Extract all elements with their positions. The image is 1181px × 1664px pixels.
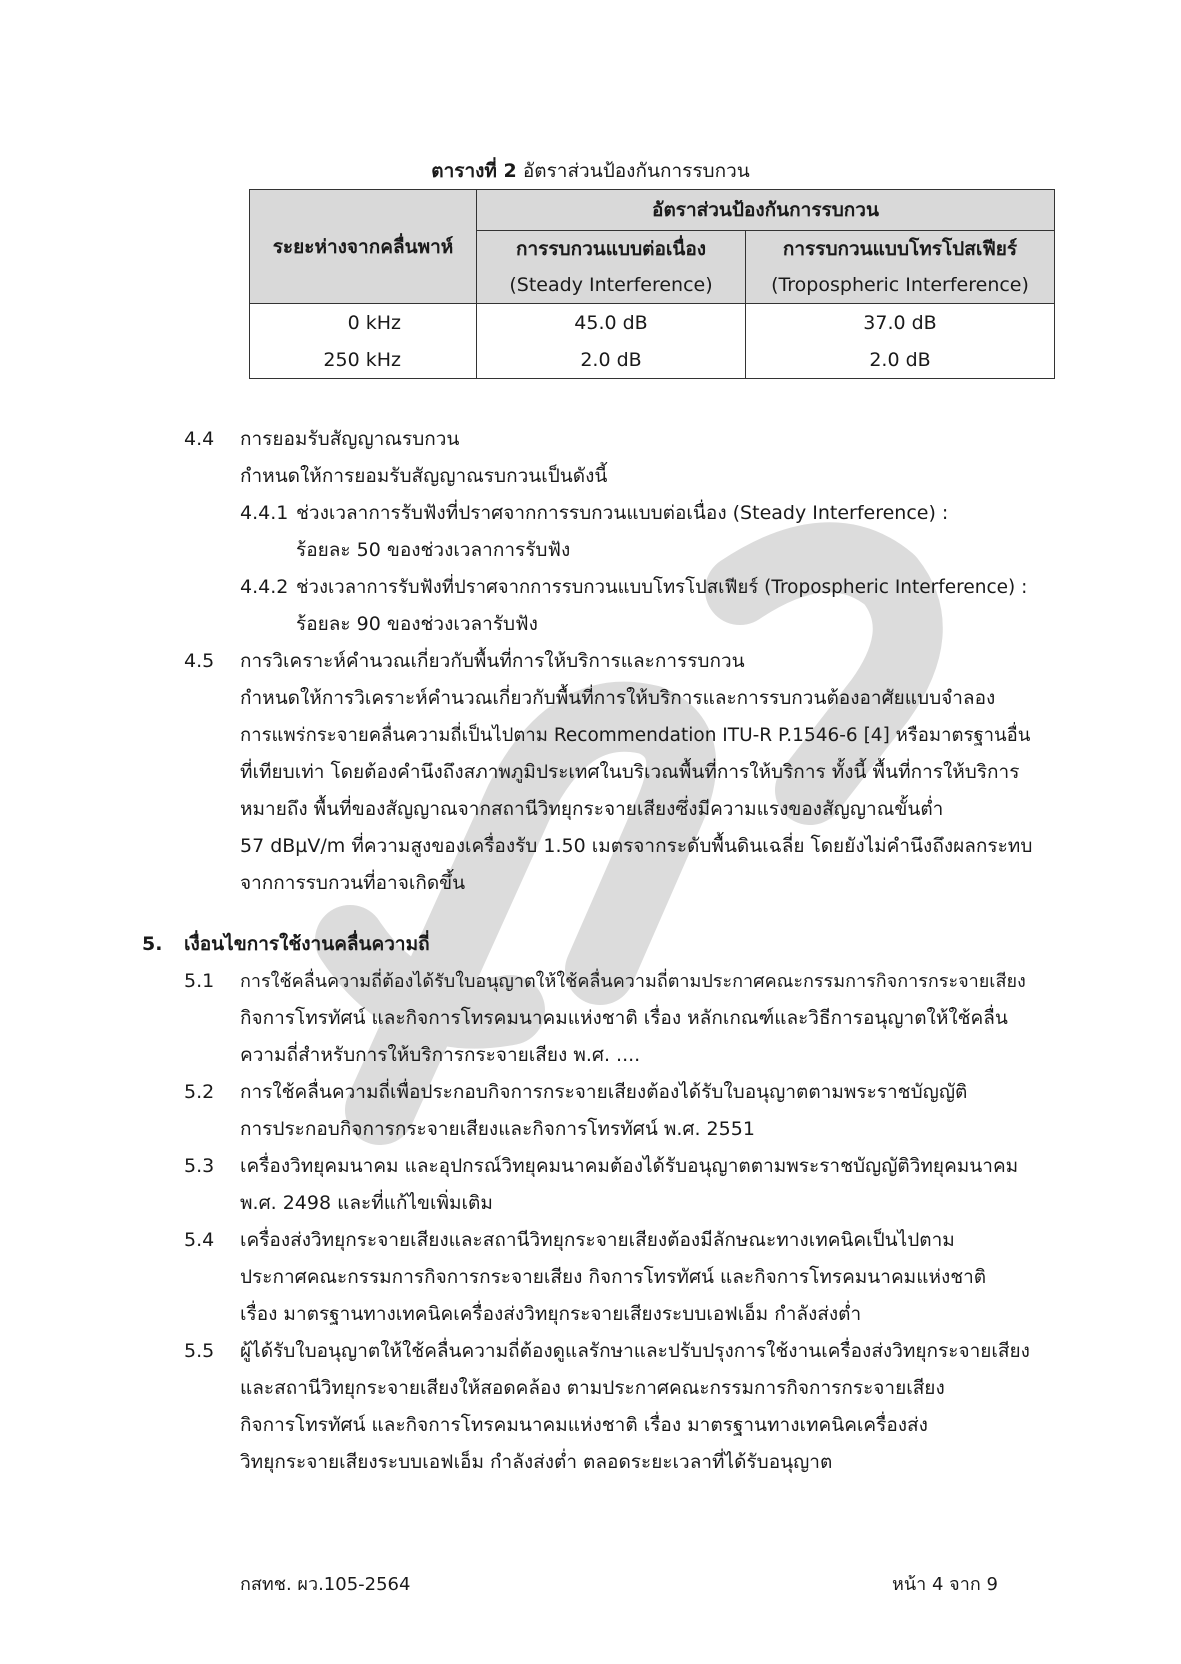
footer-page-number: หน้า 4 จาก 9 <box>892 1574 998 1595</box>
table-caption-label: ตารางที่ 2 <box>431 160 517 182</box>
header-steady-th: การรบกวนแบบต่อเนื่อง <box>477 231 746 268</box>
section-4-5-number: 4.5 <box>184 650 215 672</box>
paragraph-line: เครื่องวิทยุคมนาคม และอุปกรณ์วิทยุคมนาคมต้องได้รับอนุญาตตามพระราชบัญญัติวิทยุคมนาคม <box>240 1155 1019 1177</box>
section-4-4-1-number: 4.4.1 <box>240 502 289 524</box>
paragraph-line: กิจการโทรทัศน์ และกิจการโทรคมนาคมแห่งชาติ เรื่อง มาตรฐานทางเทคนิคเครื่องส่ง <box>240 1414 928 1436</box>
section-4-4-number: 4.4 <box>184 428 215 450</box>
paragraph-line: เรื่อง มาตรฐานทางเทคนิคเครื่องส่งวิทยุกระจายเสียงระบบเอฟเอ็ม กำลังส่งต่ำ <box>240 1303 862 1325</box>
item-number: 5.3 <box>184 1155 215 1177</box>
section-4-4-1-line: ร้อยละ 50 ของช่วงเวลาการรับฟัง <box>296 539 571 561</box>
item-number: 5.2 <box>184 1081 215 1103</box>
table-caption <box>0 157 1181 185</box>
section-4-4-intro: กำหนดให้การยอมรับสัญญาณรบกวนเป็นดังนี้ <box>240 465 608 487</box>
paragraph-line: กำหนดให้การวิเคราะห์คำนวณเกี่ยวกับพื้นที่การให้บริการและการรบกวนต้องอาศัยแบบจำลอง <box>240 687 996 709</box>
paragraph-line: การใช้คลื่นความถี่ต้องได้รับใบอนุญาตให้ใช้คลื่นความถี่ตามประกาศคณะกรรมการกิจการกระจายเสียง <box>240 971 1026 992</box>
table-row <box>250 341 1055 379</box>
paragraph-line: กิจการโทรทัศน์ และกิจการโทรคมนาคมแห่งชาติ เรื่อง หลักเกณฑ์และวิธีการอนุญาตให้ใช้คลื่น <box>240 1007 1008 1029</box>
paragraph-line: จากการรบกวนที่อาจเกิดขึ้น <box>240 872 466 894</box>
cell-tropo: 2.0 dB <box>746 341 1055 379</box>
item-number: 5.5 <box>184 1340 215 1362</box>
paragraph-line: ผู้ได้รับใบอนุญาตให้ใช้คลื่นความถี่ต้องดูแลรักษาและปรับปรุงการใช้งานเครื่องส่งวิทยุกระจายเสียง <box>240 1340 1030 1362</box>
header-tropo-en: (Tropospheric Interference) <box>746 267 1055 304</box>
cell-distance: 250 kHz <box>250 341 477 379</box>
paragraph-line: 57 dBµV/m ที่ความสูงของเครื่องรับ 1.50 เมตรจากระดับพื้นดินเฉลี่ย โดยยังไม่คำนึงถึงผลกระทบ <box>240 835 1033 857</box>
section-4-4-1-line: ช่วงเวลาการรับฟังที่ปราศจากการรบกวนแบบต่อเนื่อง (Steady Interference) : <box>296 502 949 524</box>
section-4-5-title: การวิเคราะห์คำนวณเกี่ยวกับพื้นที่การให้บริการและการรบกวน <box>240 650 745 672</box>
table-row <box>250 304 1055 342</box>
header-protection-ratio: อัตราส่วนป้องกันการรบกวน <box>477 190 1055 231</box>
cell-distance: 0 kHz <box>250 304 477 342</box>
item-number: 5.1 <box>184 970 215 992</box>
item-number: 5.4 <box>184 1229 215 1251</box>
paragraph-line: วิทยุกระจายเสียงระบบเอฟเอ็ม กำลังส่งต่ำ ตลอดระยะเวลาที่ได้รับอนุญาต <box>240 1451 833 1473</box>
cell-steady: 2.0 dB <box>477 341 746 379</box>
paragraph-line: พ.ศ. 2498 และที่แก้ไขเพิ่มเติม <box>240 1192 493 1214</box>
paragraph-line: การใช้คลื่นความถี่เพื่อประกอบกิจการกระจายเสียงต้องได้รับใบอนุญาตตามพระราชบัญญัติ <box>240 1081 968 1103</box>
paragraph-line: ประกาศคณะกรรมการกิจการกระจายเสียง กิจการโทรทัศน์ และกิจการโทรคมนาคมแห่งชาติ <box>240 1266 987 1288</box>
table-caption-text: อัตราส่วนป้องกันการรบกวน <box>516 160 750 182</box>
cell-steady: 45.0 dB <box>477 304 746 342</box>
paragraph-line: การแพร่กระจายคลื่นความถี่เป็นไปตาม Recommendation ITU-R P.1546-6 [4] หรือมาตรฐานอื่น <box>240 725 1031 746</box>
section-5-number: 5. <box>142 933 163 955</box>
section-4-4-2-number: 4.4.2 <box>240 576 289 598</box>
header-distance: ระยะห่างจากคลื่นพาห์ <box>250 190 477 304</box>
paragraph-line: หมายถึง พื้นที่ของสัญญาณจากสถานีวิทยุกระจายเสียงซึ่งมีความแรงของสัญญาณขั้นต่ำ <box>240 798 944 820</box>
section-4-4-2-line: ร้อยละ 90 ของช่วงเวลารับฟัง <box>296 613 538 635</box>
paragraph-line: ที่เทียบเท่า โดยต้องคำนึงถึงสภาพภูมิประเทศในบริเวณพื้นที่การให้บริการ ทั้งนี้ พื้นที่การให้บริการ <box>240 761 1020 783</box>
paragraph-line: ความถี่สำหรับการให้บริการกระจายเสียง พ.ศ. .... <box>240 1044 641 1066</box>
cell-tropo: 37.0 dB <box>746 304 1055 342</box>
header-tropo-th: การรบกวนแบบโทรโปสเฟียร์ <box>746 231 1055 268</box>
header-steady-en: (Steady Interference) <box>477 267 746 304</box>
section-4-4-2-line: ช่วงเวลาการรับฟังที่ปราศจากการรบกวนแบบโทรโปสเฟียร์ (Tropospheric Interference) : <box>296 577 1028 598</box>
section-5-title: เงื่อนไขการใช้งานคลื่นความถี่ <box>184 933 430 955</box>
paragraph-line: เครื่องส่งวิทยุกระจายเสียงและสถานีวิทยุกระจายเสียงต้องมีลักษณะทางเทคนิคเป็นไปตาม <box>240 1229 955 1251</box>
section-4-4-title: การยอมรับสัญญาณรบกวน <box>240 428 460 450</box>
paragraph-line: การประกอบกิจการกระจายเสียงและกิจการโทรทัศน์ พ.ศ. 2551 <box>240 1118 755 1140</box>
paragraph-line: และสถานีวิทยุกระจายเสียงให้สอดคล้อง ตามประกาศคณะกรรมการกิจการกระจายเสียง <box>240 1377 945 1399</box>
footer-doc-code: กสทช. ผว.105-2564 <box>240 1574 411 1595</box>
protection-ratio-table <box>249 189 1055 379</box>
